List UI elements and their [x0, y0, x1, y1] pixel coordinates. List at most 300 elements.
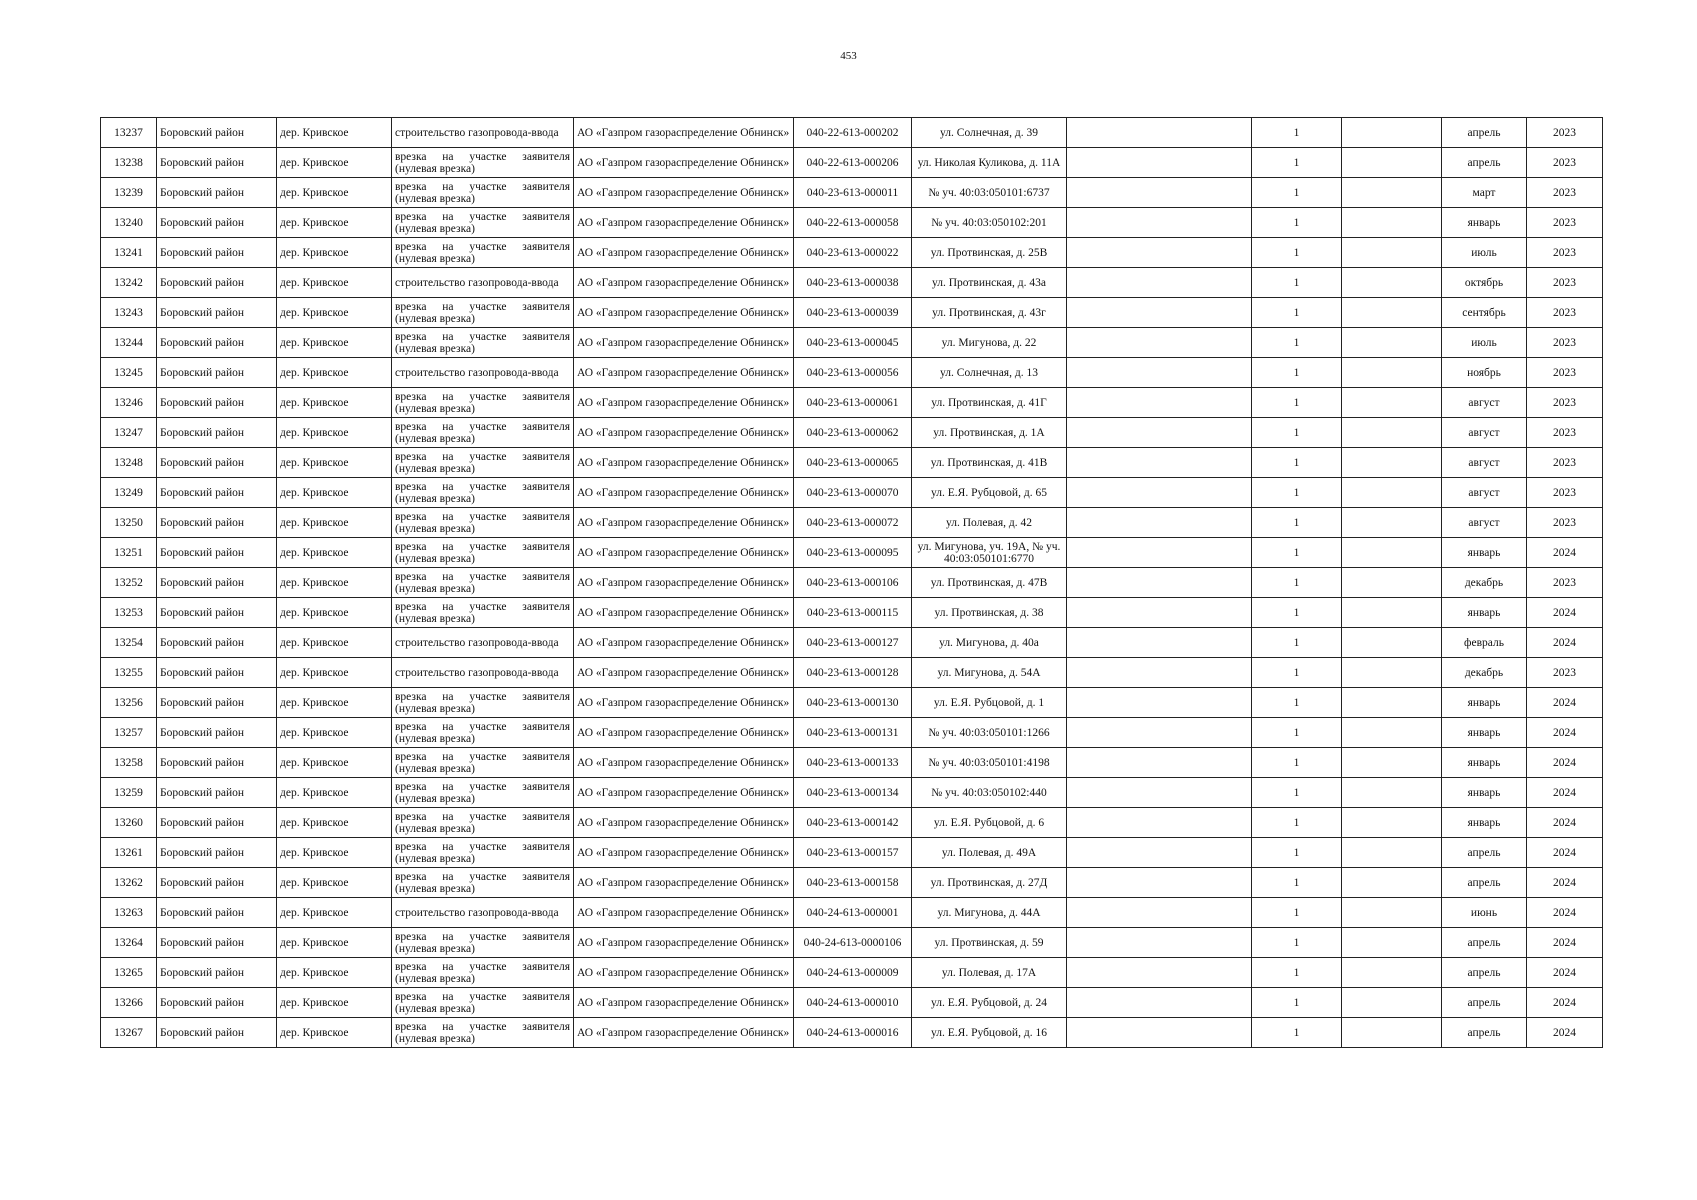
code-cell: 040-23-613-000142: [794, 808, 912, 838]
empty-cell: [1067, 448, 1252, 478]
address-cell: № уч. 40:03:050101:4198: [912, 748, 1067, 778]
table-row: [101, 508, 1603, 538]
empty-cell: [1067, 268, 1252, 298]
code-cell: 040-23-613-000039: [794, 298, 912, 328]
year-cell: 2024: [1527, 928, 1603, 958]
organization-cell: АО «Газпром газораспределение Обнинск»: [574, 178, 794, 208]
quantity-cell: 1: [1252, 238, 1342, 268]
empty-cell: [1067, 718, 1252, 748]
year-cell: 2023: [1527, 328, 1603, 358]
year-cell: 2023: [1527, 298, 1603, 328]
address-cell: ул. Протвинская, д. 43г: [912, 298, 1067, 328]
address-cell: ул. Протвинская, д. 38: [912, 598, 1067, 628]
organization-cell: АО «Газпром газораспределение Обнинск»: [574, 928, 794, 958]
year-cell: 2024: [1527, 538, 1603, 568]
code-cell: 040-23-613-000158: [794, 868, 912, 898]
empty-cell: [1067, 808, 1252, 838]
month-cell: январь: [1442, 208, 1527, 238]
quantity-cell: 1: [1252, 118, 1342, 148]
quantity-cell: 1: [1252, 898, 1342, 928]
year-cell: 2023: [1527, 568, 1603, 598]
quantity-cell: 1: [1252, 178, 1342, 208]
district-cell: Боровский район: [157, 268, 277, 298]
organization-cell: АО «Газпром газораспределение Обнинск»: [574, 358, 794, 388]
code-cell: 040-23-613-000131: [794, 718, 912, 748]
month-cell: апрель: [1442, 928, 1527, 958]
empty-cell: [1067, 238, 1252, 268]
empty-cell: [1342, 238, 1442, 268]
month-cell: июль: [1442, 238, 1527, 268]
village-cell: дер. Кривское: [277, 988, 392, 1018]
work-type-cell: строительство газопровода-ввода: [392, 268, 574, 298]
address-cell: ул. Е.Я. Рубцовой, д. 6: [912, 808, 1067, 838]
code-cell: 040-23-613-000115: [794, 598, 912, 628]
organization-cell: АО «Газпром газораспределение Обнинск»: [574, 748, 794, 778]
address-cell: ул. Мигунова, уч. 19А, № уч. 40:03:050101:6770: [912, 538, 1067, 568]
empty-cell: [1342, 598, 1442, 628]
quantity-cell: 1: [1252, 958, 1342, 988]
quantity-cell: 1: [1252, 718, 1342, 748]
quantity-cell: 1: [1252, 628, 1342, 658]
month-cell: январь: [1442, 598, 1527, 628]
table-row: [101, 958, 1603, 988]
code-cell: 040-23-613-000070: [794, 478, 912, 508]
empty-cell: [1067, 538, 1252, 568]
empty-cell: [1067, 508, 1252, 538]
village-cell: дер. Кривское: [277, 298, 392, 328]
organization-cell: АО «Газпром газораспределение Обнинск»: [574, 148, 794, 178]
code-cell: 040-23-613-000056: [794, 358, 912, 388]
row-number: 13238: [101, 148, 157, 178]
quantity-cell: 1: [1252, 478, 1342, 508]
organization-cell: АО «Газпром газораспределение Обнинск»: [574, 628, 794, 658]
empty-cell: [1067, 658, 1252, 688]
district-cell: Боровский район: [157, 598, 277, 628]
row-number: 13237: [101, 118, 157, 148]
district-cell: Боровский район: [157, 478, 277, 508]
address-cell: ул. Полевая, д. 17А: [912, 958, 1067, 988]
row-number: 13263: [101, 898, 157, 928]
empty-cell: [1067, 148, 1252, 178]
year-cell: 2024: [1527, 628, 1603, 658]
year-cell: 2024: [1527, 808, 1603, 838]
work-type-cell: врезка на участке заявителя (нулевая врезка): [392, 928, 574, 958]
village-cell: дер. Кривское: [277, 898, 392, 928]
organization-cell: АО «Газпром газораспределение Обнинск»: [574, 718, 794, 748]
organization-cell: АО «Газпром газораспределение Обнинск»: [574, 328, 794, 358]
organization-cell: АО «Газпром газораспределение Обнинск»: [574, 508, 794, 538]
quantity-cell: 1: [1252, 568, 1342, 598]
row-number: 13241: [101, 238, 157, 268]
month-cell: октябрь: [1442, 268, 1527, 298]
organization-cell: АО «Газпром газораспределение Обнинск»: [574, 1018, 794, 1048]
empty-cell: [1067, 928, 1252, 958]
work-type-cell: врезка на участке заявителя (нулевая врезка): [392, 208, 574, 238]
month-cell: август: [1442, 478, 1527, 508]
address-cell: № уч. 40:03:050101:1266: [912, 718, 1067, 748]
code-cell: 040-24-613-0000106: [794, 928, 912, 958]
empty-cell: [1342, 538, 1442, 568]
year-cell: 2023: [1527, 358, 1603, 388]
row-number: 13259: [101, 778, 157, 808]
village-cell: дер. Кривское: [277, 388, 392, 418]
empty-cell: [1342, 868, 1442, 898]
row-number: 13260: [101, 808, 157, 838]
organization-cell: АО «Газпром газораспределение Обнинск»: [574, 808, 794, 838]
work-type-cell: врезка на участке заявителя (нулевая врезка): [392, 568, 574, 598]
empty-cell: [1067, 958, 1252, 988]
district-cell: Боровский район: [157, 508, 277, 538]
empty-cell: [1342, 628, 1442, 658]
code-cell: 040-23-613-000011: [794, 178, 912, 208]
quantity-cell: 1: [1252, 988, 1342, 1018]
quantity-cell: 1: [1252, 268, 1342, 298]
month-cell: июнь: [1442, 898, 1527, 928]
quantity-cell: 1: [1252, 808, 1342, 838]
row-number: 13245: [101, 358, 157, 388]
table-row: [101, 838, 1603, 868]
row-number: 13254: [101, 628, 157, 658]
empty-cell: [1067, 688, 1252, 718]
month-cell: апрель: [1442, 988, 1527, 1018]
district-cell: Боровский район: [157, 178, 277, 208]
year-cell: 2024: [1527, 868, 1603, 898]
district-cell: Боровский район: [157, 748, 277, 778]
code-cell: 040-24-613-000001: [794, 898, 912, 928]
table-row: [101, 178, 1603, 208]
table-row: [101, 118, 1603, 148]
quantity-cell: 1: [1252, 418, 1342, 448]
village-cell: дер. Кривское: [277, 658, 392, 688]
empty-cell: [1067, 1018, 1252, 1048]
quantity-cell: 1: [1252, 658, 1342, 688]
row-number: 13242: [101, 268, 157, 298]
table-row: [101, 418, 1603, 448]
address-cell: № уч. 40:03:050102:440: [912, 778, 1067, 808]
village-cell: дер. Кривское: [277, 148, 392, 178]
work-type-cell: врезка на участке заявителя (нулевая врезка): [392, 778, 574, 808]
empty-cell: [1067, 778, 1252, 808]
row-number: 13239: [101, 178, 157, 208]
code-cell: 040-22-613-000058: [794, 208, 912, 238]
empty-cell: [1067, 598, 1252, 628]
empty-cell: [1342, 1018, 1442, 1048]
district-cell: Боровский район: [157, 208, 277, 238]
empty-cell: [1067, 328, 1252, 358]
empty-cell: [1342, 568, 1442, 598]
empty-cell: [1342, 988, 1442, 1018]
year-cell: 2023: [1527, 448, 1603, 478]
organization-cell: АО «Газпром газораспределение Обнинск»: [574, 388, 794, 418]
row-number: 13243: [101, 298, 157, 328]
code-cell: 040-22-613-000206: [794, 148, 912, 178]
code-cell: 040-23-613-000134: [794, 778, 912, 808]
district-cell: Боровский район: [157, 988, 277, 1018]
row-number: 13266: [101, 988, 157, 1018]
table-row: [101, 688, 1603, 718]
row-number: 13246: [101, 388, 157, 418]
empty-cell: [1342, 388, 1442, 418]
district-cell: Боровский район: [157, 448, 277, 478]
code-cell: 040-23-613-000061: [794, 388, 912, 418]
registry-table: [100, 117, 1603, 1048]
code-cell: 040-23-613-000072: [794, 508, 912, 538]
address-cell: ул. Протвинская, д. 47В: [912, 568, 1067, 598]
table-row: [101, 568, 1603, 598]
row-number: 13240: [101, 208, 157, 238]
month-cell: февраль: [1442, 628, 1527, 658]
month-cell: январь: [1442, 688, 1527, 718]
district-cell: Боровский район: [157, 688, 277, 718]
organization-cell: АО «Газпром газораспределение Обнинск»: [574, 988, 794, 1018]
district-cell: Боровский район: [157, 628, 277, 658]
month-cell: январь: [1442, 718, 1527, 748]
empty-cell: [1067, 628, 1252, 658]
year-cell: 2024: [1527, 958, 1603, 988]
organization-cell: АО «Газпром газораспределение Обнинск»: [574, 958, 794, 988]
address-cell: № уч. 40:03:050101:6737: [912, 178, 1067, 208]
empty-cell: [1342, 898, 1442, 928]
organization-cell: АО «Газпром газораспределение Обнинск»: [574, 898, 794, 928]
year-cell: 2023: [1527, 658, 1603, 688]
row-number: 13265: [101, 958, 157, 988]
table-row: [101, 298, 1603, 328]
address-cell: ул. Мигунова, д. 54А: [912, 658, 1067, 688]
village-cell: дер. Кривское: [277, 508, 392, 538]
table-row: [101, 1018, 1603, 1048]
village-cell: дер. Кривское: [277, 778, 392, 808]
organization-cell: АО «Газпром газораспределение Обнинск»: [574, 268, 794, 298]
village-cell: дер. Кривское: [277, 448, 392, 478]
month-cell: апрель: [1442, 1018, 1527, 1048]
address-cell: ул. Солнечная, д. 39: [912, 118, 1067, 148]
village-cell: дер. Кривское: [277, 958, 392, 988]
month-cell: апрель: [1442, 148, 1527, 178]
district-cell: Боровский район: [157, 298, 277, 328]
organization-cell: АО «Газпром газораспределение Обнинск»: [574, 478, 794, 508]
code-cell: 040-23-613-000106: [794, 568, 912, 598]
month-cell: август: [1442, 388, 1527, 418]
work-type-cell: врезка на участке заявителя (нулевая врезка): [392, 718, 574, 748]
work-type-cell: врезка на участке заявителя (нулевая врезка): [392, 448, 574, 478]
empty-cell: [1067, 418, 1252, 448]
table-row: [101, 388, 1603, 418]
address-cell: ул. Протвинская, д. 41Г: [912, 388, 1067, 418]
quantity-cell: 1: [1252, 538, 1342, 568]
work-type-cell: строительство газопровода-ввода: [392, 358, 574, 388]
quantity-cell: 1: [1252, 778, 1342, 808]
address-cell: ул. Е.Я. Рубцовой, д. 1: [912, 688, 1067, 718]
year-cell: 2024: [1527, 748, 1603, 778]
table-row: [101, 868, 1603, 898]
empty-cell: [1342, 208, 1442, 238]
quantity-cell: 1: [1252, 298, 1342, 328]
empty-cell: [1342, 328, 1442, 358]
code-cell: 040-22-613-000202: [794, 118, 912, 148]
work-type-cell: строительство газопровода-ввода: [392, 658, 574, 688]
address-cell: № уч. 40:03:050102:201: [912, 208, 1067, 238]
address-cell: ул. Полевая, д. 42: [912, 508, 1067, 538]
quantity-cell: 1: [1252, 358, 1342, 388]
empty-cell: [1067, 298, 1252, 328]
row-number: 13256: [101, 688, 157, 718]
empty-cell: [1067, 358, 1252, 388]
empty-cell: [1342, 178, 1442, 208]
address-cell: ул. Протвинская, д. 59: [912, 928, 1067, 958]
code-cell: 040-23-613-000065: [794, 448, 912, 478]
work-type-cell: врезка на участке заявителя (нулевая врезка): [392, 178, 574, 208]
quantity-cell: 1: [1252, 868, 1342, 898]
district-cell: Боровский район: [157, 358, 277, 388]
table-row: [101, 718, 1603, 748]
row-number: 13261: [101, 838, 157, 868]
work-type-cell: врезка на участке заявителя (нулевая врезка): [392, 748, 574, 778]
village-cell: дер. Кривское: [277, 718, 392, 748]
village-cell: дер. Кривское: [277, 748, 392, 778]
quantity-cell: 1: [1252, 328, 1342, 358]
village-cell: дер. Кривское: [277, 478, 392, 508]
month-cell: январь: [1442, 808, 1527, 838]
code-cell: 040-23-613-000133: [794, 748, 912, 778]
row-number: 13262: [101, 868, 157, 898]
village-cell: дер. Кривское: [277, 838, 392, 868]
address-cell: ул. Мигунова, д. 44А: [912, 898, 1067, 928]
empty-cell: [1067, 838, 1252, 868]
year-cell: 2023: [1527, 238, 1603, 268]
empty-cell: [1342, 958, 1442, 988]
organization-cell: АО «Газпром газораспределение Обнинск»: [574, 238, 794, 268]
work-type-cell: врезка на участке заявителя (нулевая врезка): [392, 958, 574, 988]
month-cell: апрель: [1442, 118, 1527, 148]
empty-cell: [1342, 718, 1442, 748]
year-cell: 2023: [1527, 268, 1603, 298]
village-cell: дер. Кривское: [277, 418, 392, 448]
month-cell: апрель: [1442, 958, 1527, 988]
table-row: [101, 898, 1603, 928]
organization-cell: АО «Газпром газораспределение Обнинск»: [574, 838, 794, 868]
quantity-cell: 1: [1252, 598, 1342, 628]
district-cell: Боровский район: [157, 148, 277, 178]
work-type-cell: врезка на участке заявителя (нулевая врезка): [392, 1018, 574, 1048]
district-cell: Боровский район: [157, 388, 277, 418]
district-cell: Боровский район: [157, 928, 277, 958]
work-type-cell: строительство газопровода-ввода: [392, 628, 574, 658]
district-cell: Боровский район: [157, 778, 277, 808]
address-cell: ул. Солнечная, д. 13: [912, 358, 1067, 388]
empty-cell: [1342, 688, 1442, 718]
village-cell: дер. Кривское: [277, 1018, 392, 1048]
district-cell: Боровский район: [157, 538, 277, 568]
month-cell: август: [1442, 418, 1527, 448]
work-type-cell: строительство газопровода-ввода: [392, 898, 574, 928]
village-cell: дер. Кривское: [277, 928, 392, 958]
year-cell: 2023: [1527, 148, 1603, 178]
village-cell: дер. Кривское: [277, 358, 392, 388]
work-type-cell: врезка на участке заявителя (нулевая врезка): [392, 988, 574, 1018]
code-cell: 040-23-613-000130: [794, 688, 912, 718]
empty-cell: [1342, 358, 1442, 388]
row-number: 13255: [101, 658, 157, 688]
district-cell: Боровский район: [157, 958, 277, 988]
work-type-cell: врезка на участке заявителя (нулевая врезка): [392, 148, 574, 178]
month-cell: март: [1442, 178, 1527, 208]
table-row: [101, 598, 1603, 628]
page-number: 453: [840, 50, 857, 62]
table-row: [101, 148, 1603, 178]
quantity-cell: 1: [1252, 508, 1342, 538]
table-row: [101, 448, 1603, 478]
quantity-cell: 1: [1252, 448, 1342, 478]
organization-cell: АО «Газпром газораспределение Обнинск»: [574, 778, 794, 808]
district-cell: Боровский район: [157, 718, 277, 748]
address-cell: ул. Протвинская, д. 1А: [912, 418, 1067, 448]
row-number: 13257: [101, 718, 157, 748]
year-cell: 2024: [1527, 1018, 1603, 1048]
village-cell: дер. Кривское: [277, 808, 392, 838]
year-cell: 2023: [1527, 118, 1603, 148]
row-number: 13247: [101, 418, 157, 448]
village-cell: дер. Кривское: [277, 628, 392, 658]
empty-cell: [1342, 658, 1442, 688]
work-type-cell: врезка на участке заявителя (нулевая врезка): [392, 478, 574, 508]
table-row: [101, 478, 1603, 508]
village-cell: дер. Кривское: [277, 208, 392, 238]
work-type-cell: строительство газопровода-ввода: [392, 118, 574, 148]
empty-cell: [1067, 178, 1252, 208]
address-cell: ул. Е.Я. Рубцовой, д. 65: [912, 478, 1067, 508]
work-type-cell: врезка на участке заявителя (нулевая врезка): [392, 298, 574, 328]
year-cell: 2024: [1527, 688, 1603, 718]
address-cell: ул. Николая Куликова, д. 11А: [912, 148, 1067, 178]
row-number: 13250: [101, 508, 157, 538]
code-cell: 040-23-613-000157: [794, 838, 912, 868]
empty-cell: [1067, 208, 1252, 238]
district-cell: Боровский район: [157, 328, 277, 358]
organization-cell: АО «Газпром газораспределение Обнинск»: [574, 658, 794, 688]
year-cell: 2023: [1527, 178, 1603, 208]
year-cell: 2024: [1527, 898, 1603, 928]
empty-cell: [1342, 268, 1442, 298]
row-number: 13258: [101, 748, 157, 778]
year-cell: 2024: [1527, 988, 1603, 1018]
organization-cell: АО «Газпром газораспределение Обнинск»: [574, 448, 794, 478]
quantity-cell: 1: [1252, 388, 1342, 418]
year-cell: 2024: [1527, 778, 1603, 808]
code-cell: 040-23-613-000062: [794, 418, 912, 448]
year-cell: 2023: [1527, 418, 1603, 448]
district-cell: Боровский район: [157, 238, 277, 268]
year-cell: 2024: [1527, 598, 1603, 628]
work-type-cell: врезка на участке заявителя (нулевая врезка): [392, 328, 574, 358]
table-row: [101, 238, 1603, 268]
address-cell: ул. Протвинская, д. 27Д: [912, 868, 1067, 898]
empty-cell: [1067, 118, 1252, 148]
district-cell: Боровский район: [157, 658, 277, 688]
organization-cell: АО «Газпром газораспределение Обнинск»: [574, 688, 794, 718]
village-cell: дер. Кривское: [277, 568, 392, 598]
work-type-cell: врезка на участке заявителя (нулевая врезка): [392, 388, 574, 418]
table-row: [101, 928, 1603, 958]
empty-cell: [1342, 118, 1442, 148]
village-cell: дер. Кривское: [277, 688, 392, 718]
table-row: [101, 628, 1603, 658]
organization-cell: АО «Газпром газораспределение Обнинск»: [574, 868, 794, 898]
organization-cell: АО «Газпром газораспределение Обнинск»: [574, 118, 794, 148]
work-type-cell: врезка на участке заявителя (нулевая врезка): [392, 598, 574, 628]
quantity-cell: 1: [1252, 148, 1342, 178]
quantity-cell: 1: [1252, 748, 1342, 778]
table-row: [101, 538, 1603, 568]
